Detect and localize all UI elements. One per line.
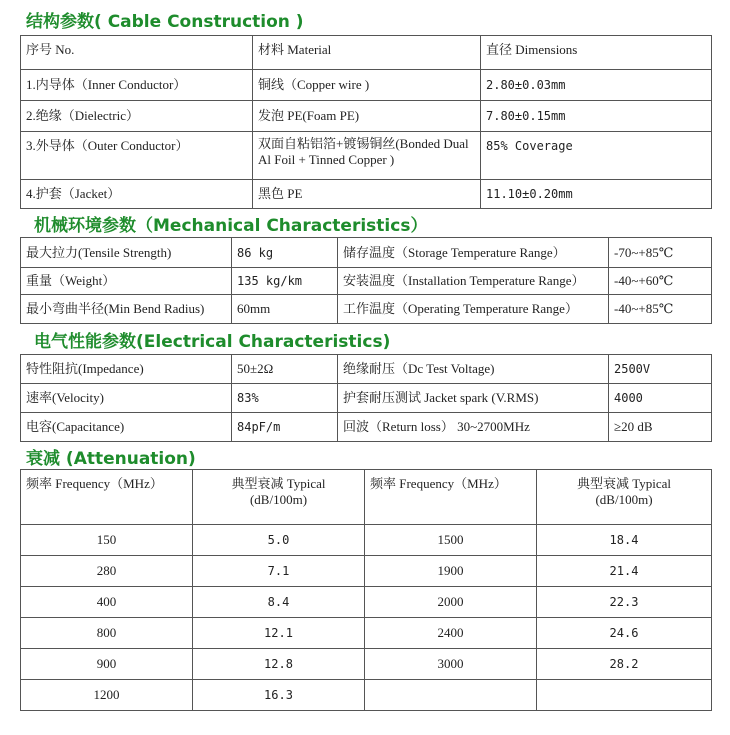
cell: -40~+85℃ [609,295,712,324]
cell: ≥20 dB [609,413,712,442]
cell: 900 [21,649,193,680]
cell: 60mm [232,295,338,324]
cell: 22.3 [537,587,712,618]
mechanical-table [20,237,712,324]
cell: 135 kg/km [232,268,338,295]
table-row [21,355,712,384]
cell: 8.4 [193,587,365,618]
cell: 85% Coverage [481,132,712,180]
cell: 绝缘耐压（Dc Test Voltage) [338,355,609,384]
header-typical [537,470,712,525]
header-frequency: 频率 Frequency（MHz） [365,470,537,525]
cell: 21.4 [537,556,712,587]
table-row [21,70,712,101]
cell: 工作温度（Operating Temperature Range） [338,295,609,324]
cell [365,680,537,711]
cell: 7.1 [193,556,365,587]
cell: 4.护套（Jacket） [21,180,253,209]
cell: 5.0 [193,525,365,556]
table-header-row [21,36,712,70]
cell: 1900 [365,556,537,587]
section-title-electrical: 电气性能参数(Electrical Characteristics) [34,332,391,352]
cell: 特性阻抗(Impedance) [21,355,232,384]
cell: 安装温度（Installation Temperature Range） [338,268,609,295]
cell: -40~+60℃ [609,268,712,295]
header-no: 序号 No. [21,36,253,70]
cell: 7.80±0.15mm [481,101,712,132]
cell: 11.10±0.20mm [481,180,712,209]
header-typical-line1: 典型衰减 Typical [576,476,672,491]
table-row [21,680,712,711]
cell: 护套耐压测试 Jacket spark (V.RMS) [338,384,609,413]
header-typical-line2: (dB/100m) [595,492,653,507]
table-row [21,101,712,132]
table-row [21,413,712,442]
table-row [21,132,712,180]
cell: 24.6 [537,618,712,649]
header-typical [193,470,365,525]
table-row [21,180,712,209]
cell [537,680,712,711]
cell: 28.2 [537,649,712,680]
header-typical-line1: 典型衰减 Typical [231,476,326,491]
cell: 84pF/m [232,413,338,442]
cell: 2.80±0.03mm [481,70,712,101]
header-material: 材料 Material [253,36,481,70]
cell: 2.绝缘（Dielectric） [21,101,253,132]
attenuation-table [20,469,712,711]
cell: 重量（Weight） [21,268,232,295]
cell: 400 [21,587,193,618]
cell: 速率(Velocity) [21,384,232,413]
cell: -70~+85℃ [609,238,712,268]
header-frequency: 频率 Frequency（MHz） [21,470,193,525]
cell: 最小弯曲半径(Min Bend Radius) [21,295,232,324]
cell: 储存温度（Storage Temperature Range） [338,238,609,268]
table-row [21,525,712,556]
table-row [21,268,712,295]
cell: 800 [21,618,193,649]
cell: 1.内导体（Inner Conductor） [21,70,253,101]
table-row [21,649,712,680]
cell: 86 kg [232,238,338,268]
table-row [21,556,712,587]
table-row [21,618,712,649]
cell: 2400 [365,618,537,649]
cell: 12.8 [193,649,365,680]
cell: 电容(Capacitance) [21,413,232,442]
cell: 回波（Return loss） 30~2700MHz [338,413,609,442]
cell: 280 [21,556,193,587]
cell: 黑色 PE [253,180,481,209]
cell: 2500V [609,355,712,384]
section-title-mechanical: 机械环境参数（Mechanical Characteristics） [34,216,428,236]
cell: 3000 [365,649,537,680]
table-header-row [21,470,712,525]
cell: 最大拉力(Tensile Strength) [21,238,232,268]
cell: 铜线（Copper wire ) [253,70,481,101]
cell: 12.1 [193,618,365,649]
cell: 双面自粘铝箔+镀锡铜丝(Bonded Dual Al Foil + Tinned Copper ) [253,132,481,180]
cell: 1200 [21,680,193,711]
section-title-attenuation: 衰减 (Attenuation) [26,449,196,469]
cell: 50±2Ω [232,355,338,384]
table-row [21,295,712,324]
cell: 83% [232,384,338,413]
header-typical-line2: (dB/100m) [249,492,308,507]
table-row [21,384,712,413]
cell: 2000 [365,587,537,618]
table-row [21,587,712,618]
cell: 18.4 [537,525,712,556]
cell: 3.外导体（Outer Conductor） [21,132,253,180]
cell: 150 [21,525,193,556]
section-title-construction: 结构参数( Cable Construction ) [26,12,304,32]
cell: 1500 [365,525,537,556]
cell: 4000 [609,384,712,413]
cell: 发泡 PE(Foam PE) [253,101,481,132]
electrical-table [20,354,712,442]
cell: 16.3 [193,680,365,711]
construction-table [20,35,712,209]
header-dimensions: 直径 Dimensions [481,36,712,70]
table-row [21,238,712,268]
